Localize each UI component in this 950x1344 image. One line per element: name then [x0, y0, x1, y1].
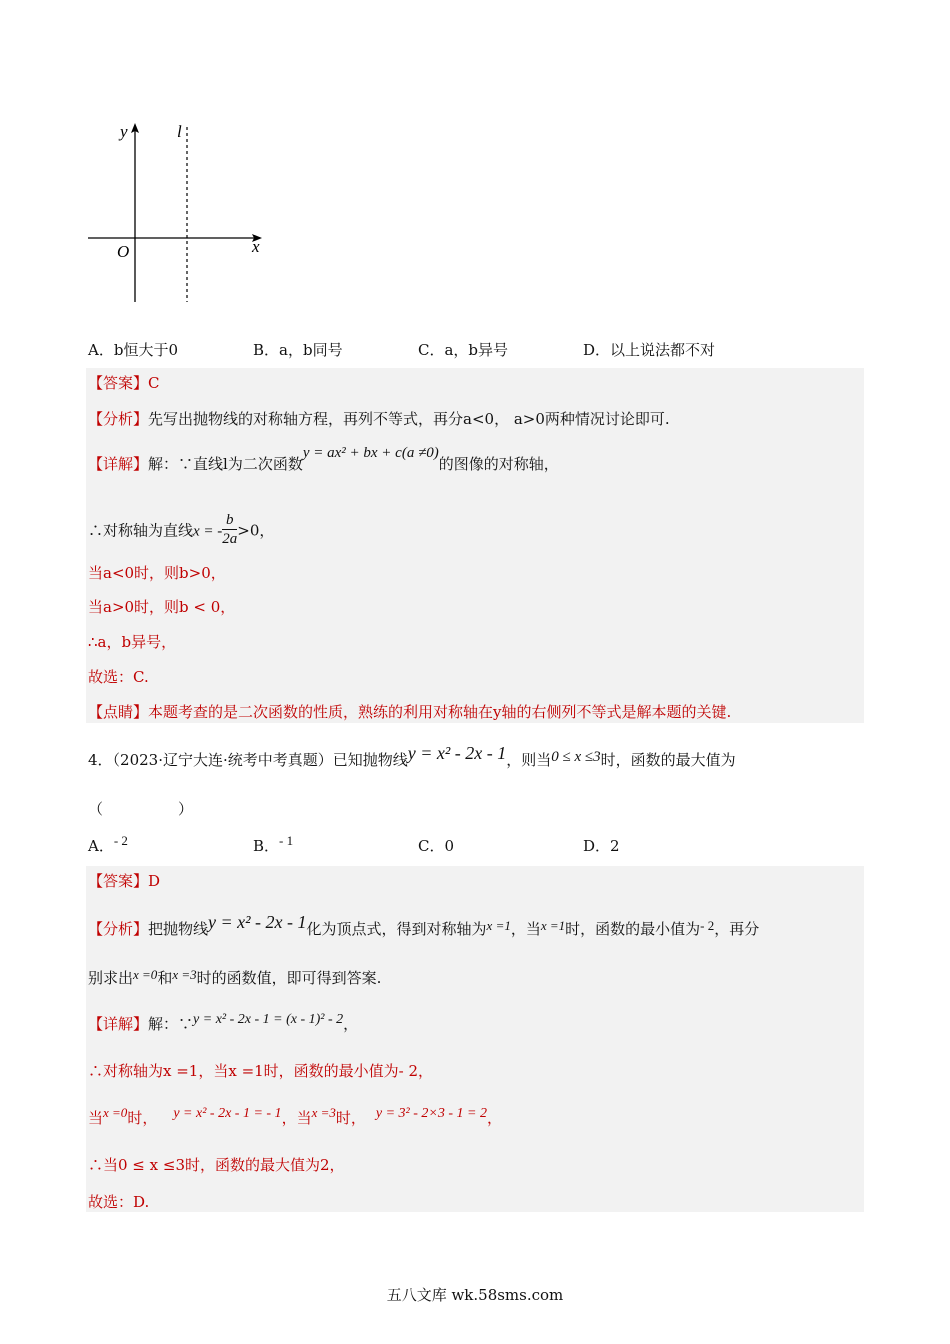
page-footer: 五八文库 wk.58sms.com [386, 1286, 564, 1304]
q4-option-b: B．- 1 [253, 833, 294, 855]
q4-answer: 【答案】D [88, 872, 161, 890]
q3-option-a: A．b恒大于0 [88, 341, 178, 359]
q4-option-d: D．2 [583, 837, 620, 855]
q4-stem: 4．（2023·辽宁大连·统考中考真题）已知抛物线y = x² - 2x - 1，则当0 ≤ x ≤3时，函数的最大值为 [88, 743, 736, 769]
q4-answer-blank: （ ） [88, 800, 194, 818]
q3-analysis: 【分析】先写出抛物线的对称轴方程，再列不等式，再分a<0， a>0两种情况讨论即可. [88, 410, 670, 428]
q4-option-a: A．- 2 [88, 833, 128, 855]
q4-detail-line2: ∴对称轴为x =1，当x =1时，函数的最小值为- 2， [88, 1062, 434, 1080]
q4-detail-line5: 故选：D. [88, 1193, 150, 1211]
q3-option-d: D．以上说法都不对 [583, 341, 716, 359]
q4-detail-line1: 【详解】解：∵y = x² - 2x - 1 = (x - 1)² - 2， [88, 1012, 359, 1033]
q3-option-c: C．a，b异号 [418, 341, 509, 359]
q3-detail-line4: 当a>0时，则b < 0， [88, 598, 236, 616]
q3-detail-line1: 【详解】解：∵直线l为二次函数y = ax² + bx + c(a ≠0)的图像的对称轴， [88, 445, 559, 473]
origin-label: O [117, 242, 130, 261]
line-l-label: l [177, 122, 182, 141]
q3-detail-line2: ∴对称轴为直线x = - $\frac{b}{2a}$ >0， [88, 512, 275, 547]
y-axis-label: y [120, 122, 128, 141]
q3-option-b: B．a，b同号 [253, 341, 343, 359]
q3-detail-line6: 故选：C. [88, 668, 149, 686]
x-axis-label: x [252, 237, 260, 256]
coordinate-figure [80, 115, 280, 310]
q4-analysis-line1: 【分析】把抛物线y = x² - 2x - 1化为顶点式，得到对称轴为x =1，当x =1时，函数的最小值为- 2，再分 [88, 912, 760, 938]
q4-detail-line4: ∴当0 ≤ x ≤3时，函数的最大值为2， [88, 1156, 345, 1174]
q3-answer: 【答案】C [88, 374, 160, 392]
q4-detail-line3: 当x =0时， y = x² - 2x - 1 = - 1，当x =3时， y = 3² - 2×3 - 1 = 2， [88, 1105, 502, 1127]
q4-analysis-line2: 别求出x =0和x =3时的函数值，即可得到答案. [88, 967, 382, 987]
q3-detail-line3: 当a<0时，则b>0， [88, 564, 226, 582]
q3-detail-line5: ∴a，b异号， [88, 633, 177, 651]
q4-option-c: C．0 [418, 837, 455, 855]
q3-comment: 【点睛】本题考查的是二次函数的性质，熟练的利用对称轴在y轴的右侧列不等式是解本题的关键. [88, 703, 732, 721]
